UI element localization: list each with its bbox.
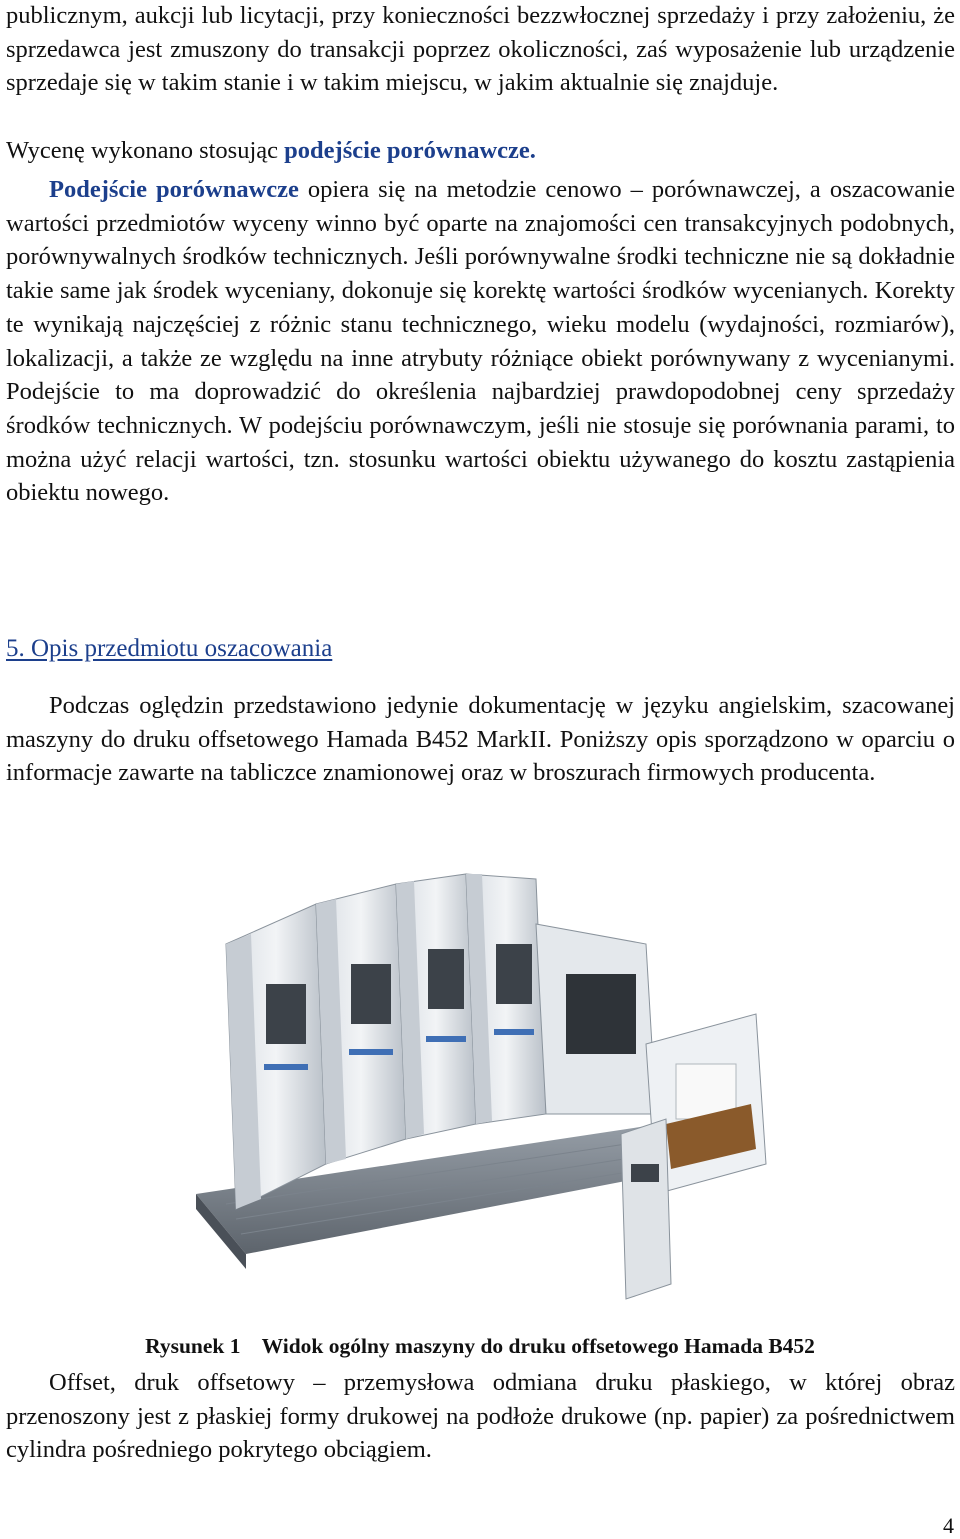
paragraph-offset-definition: Offset, druk offsetowy – przemysłowa odmiana druku płaskiego, w której obraz przenoszony jest z płaskiej formy drukowej na podłoże drukowe (np. papier) za pośrednictwem cylindra pośredniego pokrytego obciągiem. [6,1369,955,1464]
paragraph-method [6,134,955,168]
paragraph-comparative-text: opiera się na metodzie cenowo – porównawczej, a oszacowanie wartości przedmiotów wyceny winno być oparte na znajomości cen transakcyjnych podobnych, porównywalnych środków technicznych. Jeśli porównywalne środki techniczne nie są dokładnie takie same jak środek wyceniany, dokonuje się korektę wartości środków wycenianych. Korekty te wynikają najczęściej z różnic stanu technicznego, wieku modelu (wydajności, rozmiarów), lokalizacji, a także ze względu na inne atrybuty różniące obiekt porównywany z wycenianymi. Podejście to ma doprowadzić do określenia najbardziej prawdopodobnej ceny sprzedaży środków technicznych. W podejściu porównawczym, jeśli nie stosuje się porównania parami, to można użyć relacji wartości, tzn. stosunku wartości obiektu używanego do kosztu zastąpienia obiektu nowego. [6,176,955,507]
printing-machine-photo [166,864,794,1302]
paragraph-comparative-emphasis: Podejście porównawcze [49,176,299,203]
printing-machine-illustration [166,864,794,1302]
page-number: 4 [943,1513,954,1538]
paragraph-comparative-approach [6,173,955,510]
paragraph-market-value-text: publicznym, aukcji lub licytacji, przy konieczności bezzwłocznej sprzedaży i przy założeniu, że sprzedawca jest zmuszony do transakcji poprzez okoliczności, zaś wyposażenie lub urządzenie sprzedaje się w takim stanie i w takim miejscu, w jakim aktualnie się znajduje. [6,2,955,97]
section-heading: 5. Opis przedmiotu oszacowania [6,635,333,662]
paragraph-method-text: Wycenę wykonano stosując [6,137,285,164]
figure-caption: Rysunek 1 Widok ogólny maszyny do druku offsetowego Hamada B452 [145,1334,815,1358]
paragraph-market-value [6,0,955,100]
paragraph-method-emphasis: podejście porównawcze. [284,137,536,164]
paragraph-inspection: Podczas oględzin przedstawiono jedynie dokumentację w języku angielskim, szacowanej maszyny do druku offsetowego Hamada B452 MarkII. Poniższy opis sporządzono w oparciu o informacje zawarte na tabliczce znamionowej oraz w broszurach firmowych producenta. [6,692,955,787]
